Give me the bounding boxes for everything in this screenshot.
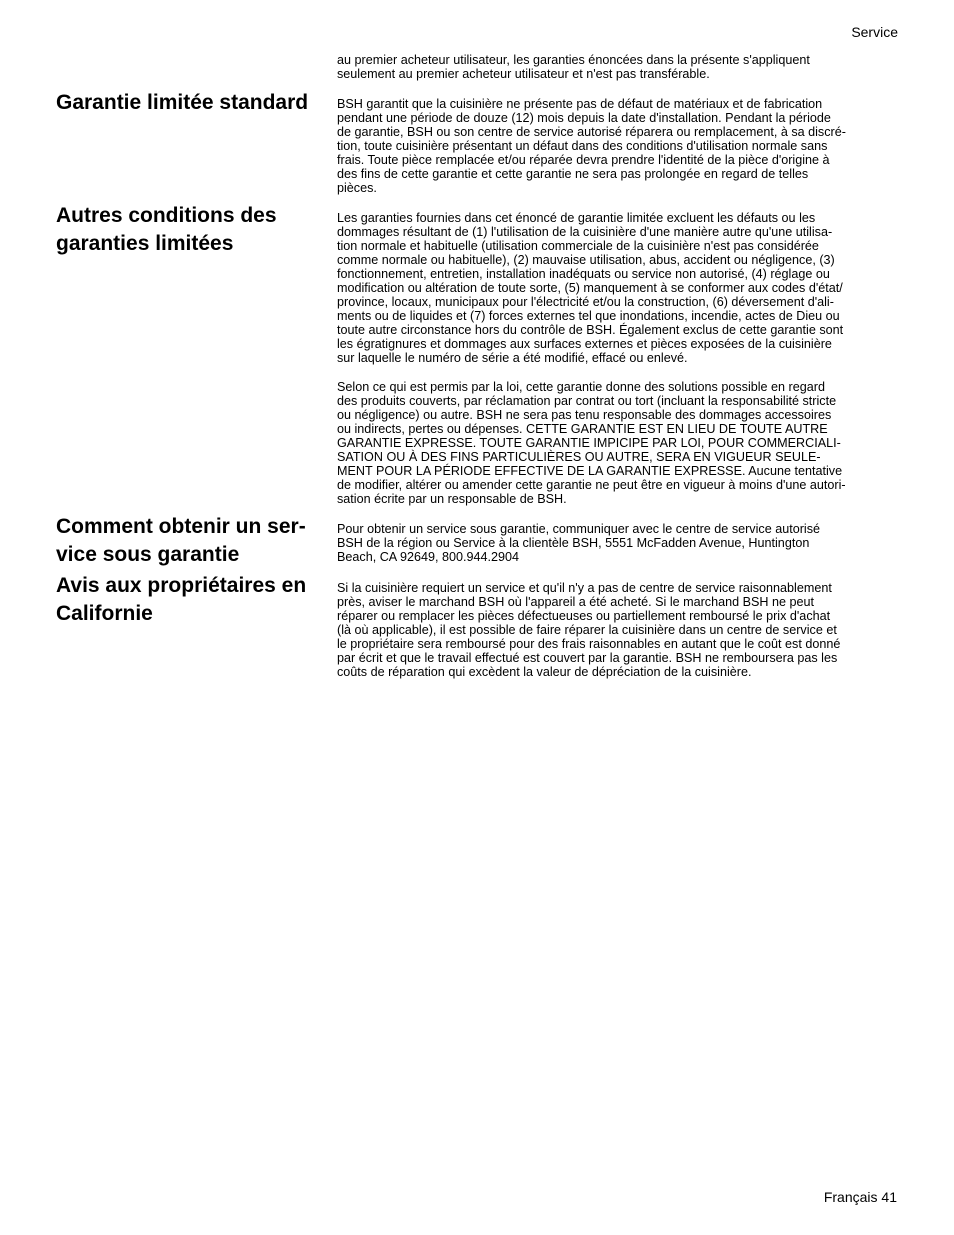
standard-warranty-paragraph: BSH garantit que la cuisinière ne présente pas de défaut de matériaux et de fabrication pendant une période de douze (12) mois depuis la date d'installation. Pendant la période de garantie, BSH ou son centre de service autorisé réparera ou remplacement, à sa discré- tion, toute cuisinière présentant un défaut dans des conditions d'utilisation normale sans frais. Toute pièce remplacée et/ou réparée devra prendre l'identité de la pièce d'origine à des fins de cette garantie et cette garantie ne sera pas prolongée en regard de telles pièces.: [337, 97, 846, 195]
section-heading-standard-warranty: Garantie limitée standard: [56, 91, 309, 114]
obtain-service-paragraph: Pour obtenir un service sous garantie, communiquer avec le centre de service autorisé BSH de la région ou Service à la clientèle BSH, 5551 McFadden Avenue, Huntington Beach, CA 92649, 800.944.2904: [337, 522, 821, 564]
page-footer-label: Français 41: [823, 1189, 897, 1205]
section-heading-california-notice: Avis aux propriétaires en Californie: [56, 574, 307, 625]
section-heading-obtain-service: Comment obtenir un ser- vice sous garantie: [56, 515, 306, 566]
intro-paragraph: au premier acheteur utilisateur, les garanties énoncées dans la présente s'appliquent seulement au premier acheteur utilisateur et n'est pas transférable.: [337, 53, 810, 81]
california-notice-paragraph: Si la cuisinière requiert un service et qu'il n'y a pas de centre de service raisonnablement près, aviser le marchand BSH où l'appareil a été acheté. Si le marchand BSH ne peut réparer ou remplacer les pièces défectueuses ou partiellement remboursé le prix d'achat (là où applicable), il est possible de faire réparer la cuisinière dans un centre de service et le propriétaire sera remboursé pour des frais raisonnables en autant que le coût est donné par écrit et que le travail effectué est couvert par la garantie. BSH ne remboursera pas les coûts de réparation qui excèdent la valeur de dépréciation de la cuisinière.: [337, 581, 841, 679]
other-conditions-paragraph-2: Selon ce qui est permis par la loi, cette garantie donne des solutions possible en regard des produits couverts, par réclamation par contrat ou tort (incluant la responsabilité stricte ou négligence) ou autre. BSH ne sera pas tenu responsable des dommages accessoires ou indirects, pertes ou dépenses. CETTE GARANTIE EST EN LIEU DE TOUTE AUTRE GARANTIE EXPRESSE. TOUTE GARANTIE IMPICIPE PAR LOI, POUR COMMERCIALI- SATION OU À DES FINS PARTICULIÈRES OU AUTRE, SERA EN VIGUEUR SEULE- MENT POUR LA PÉRIODE EFFECTIVE DE LA GARANTIE EXPRESSE. Aucune tentative de modifier, altérer ou amender cette garantie ne peut être en vigueur à moins d'une autori- sation écrite par un responsable de BSH.: [337, 380, 846, 506]
section-heading-other-conditions: Autres conditions des garanties limitées: [56, 204, 277, 255]
other-conditions-paragraph-1: Les garanties fournies dans cet énoncé de garantie limitée excluent les défauts ou les dommages résultant de (1) l'utilisation de la cuisinière d'une manière autre qu'une utilisa- tion normale et habituelle (utilisation commerciale de la cuisinière n'est pas considérée comme normale ou habituelle), (2) mauvaise utilisation, abus, accident ou négligence, (3) fonctionnement, entretien, installation inadéquats ou service non autorisé, (4) réglage ou modification ou altération de toute sorte, (5) manquement à se conformer aux codes d'état/ province, locaux, municipaux pour l'électricité et/ou la construction, (6) déversement d'ali- ments ou de liquides et (7) forces externes tel que inondations, incendie, actes de Dieu ou toute autre circonstance hors du contrôle de BSH. Également exclus de cette garantie sont les égratignures et dommages aux surfaces externes et pièces exposées de la cuisinière sur laquelle le numéro de série a été modifié, effacé ou enlevé.: [337, 211, 844, 365]
running-header-title: Service: [851, 24, 898, 40]
